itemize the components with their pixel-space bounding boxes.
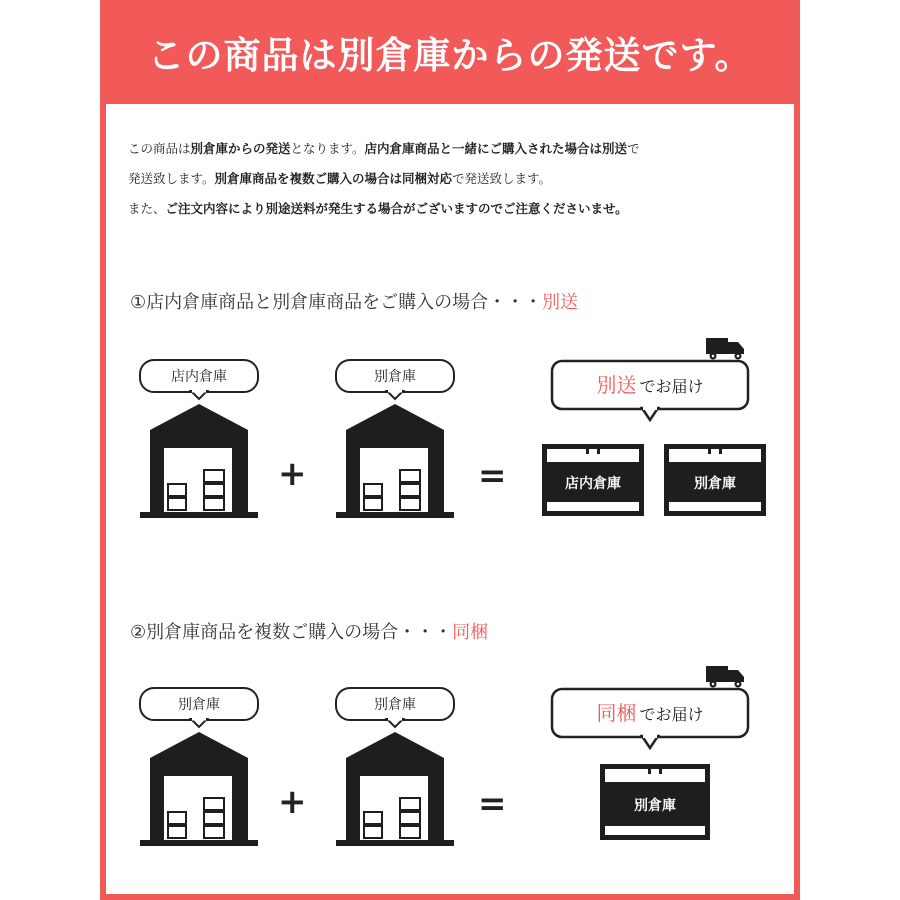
warehouse-label: 別倉庫 — [374, 369, 416, 385]
warehouse-icon — [336, 732, 454, 846]
intro-bold-text: 別倉庫からの発送 — [190, 141, 291, 156]
result-text — [596, 701, 703, 725]
intro-text-run: で — [627, 141, 640, 156]
warehouse-label: 別倉庫 — [374, 697, 416, 713]
intro-text-run: 発送致します。 — [128, 171, 215, 186]
intro-line — [128, 194, 768, 224]
box-label: 別倉庫 — [694, 476, 736, 492]
result-bubble-separate — [550, 334, 750, 426]
box-separate — [662, 442, 768, 518]
plus-sign: + — [278, 782, 307, 822]
section2-heading-highlight: 同梱 — [452, 622, 489, 643]
section1-heading-highlight: 別送 — [542, 292, 579, 313]
box-bundled — [598, 762, 712, 842]
truck-icon — [706, 338, 744, 360]
intro-text-run: この商品は — [128, 141, 191, 156]
intro-bold-text: 店内倉庫商品と一緒にご購入された場合は別送 — [364, 141, 628, 156]
intro-text-run: また、 — [128, 201, 166, 216]
content-panel — [106, 104, 794, 894]
intro-text — [128, 134, 768, 224]
warehouse-separate-graphic — [138, 686, 260, 848]
warehouse-icon — [140, 732, 258, 846]
warehouse-icon — [140, 404, 258, 518]
equals-sign: = — [478, 784, 507, 824]
plus-sign: + — [278, 454, 307, 494]
warehouse-label: 店内倉庫 — [171, 369, 227, 385]
truck-icon — [706, 666, 744, 688]
result-suffix: でお届け — [639, 377, 704, 396]
intro-text-run: となります。 — [290, 141, 365, 156]
page-title: この商品は別倉庫からの発送です。 — [147, 34, 753, 77]
result-highlight: 同梱 — [596, 701, 637, 725]
intro-text-run: で発送致します。 — [452, 171, 552, 186]
section1-heading-text: ①店内倉庫商品と別倉庫商品をご購入の場合・・・ — [130, 292, 543, 313]
page-frame — [100, 0, 800, 900]
result-bubble-bundled — [550, 662, 750, 754]
box-label: 店内倉庫 — [565, 476, 621, 492]
warehouse-separate-graphic — [334, 686, 456, 848]
section2-heading-text: ②別倉庫商品を複数ご購入の場合・・・ — [130, 622, 453, 643]
intro-line — [128, 164, 768, 194]
equals-sign: = — [478, 456, 507, 496]
result-suffix: でお届け — [639, 705, 704, 724]
intro-line — [128, 134, 768, 164]
result-text — [596, 373, 703, 397]
warehouse-icon — [336, 404, 454, 518]
box-label: 別倉庫 — [634, 798, 676, 814]
intro-bold-text: ご注文内容により別途送料が発生する場合がございますのでご注意くださいませ。 — [165, 201, 628, 216]
section1-heading — [130, 288, 578, 314]
intro-bold-text: 別倉庫商品を複数ご購入の場合は同梱対応 — [214, 171, 453, 186]
warehouse-label: 別倉庫 — [178, 697, 220, 713]
box-store — [540, 442, 646, 518]
result-highlight: 別送 — [596, 373, 637, 397]
warehouse-store-graphic — [138, 358, 260, 520]
warehouse-separate-graphic — [334, 358, 456, 520]
section2-heading — [130, 618, 488, 644]
title-bar — [100, 0, 800, 104]
